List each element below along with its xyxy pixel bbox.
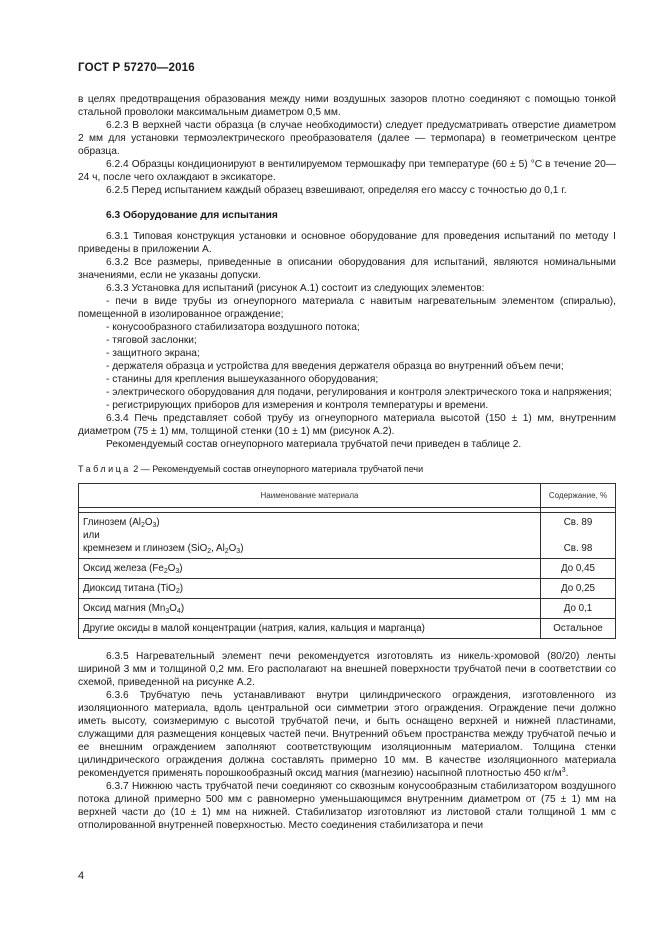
list-item: - тяговой заслонки; bbox=[106, 335, 197, 346]
paragraph: Рекомендуемый состав огнеупорного материала трубчатой печи приведен в таблице 2. bbox=[106, 439, 522, 450]
list-item: - держателя образца и устройства для введения держателя образца во внутренний объем печи; bbox=[106, 361, 564, 372]
material-cell: Оксид магния $(Mn_3O_4)$ bbox=[79, 599, 541, 619]
content-cell: Остальное bbox=[541, 619, 616, 639]
content-cell: Св. 89 Св. 98 bbox=[541, 513, 616, 559]
page-body bbox=[78, 93, 616, 832]
col-header-material: Наименование материала bbox=[79, 484, 541, 508]
content-cell: До 0,45 bbox=[541, 559, 616, 579]
table-header-row bbox=[79, 484, 616, 508]
standard-code: ГОСТ Р 57270—2016 bbox=[78, 62, 195, 74]
col-header-content: Содержание, % bbox=[541, 484, 616, 508]
table-row bbox=[79, 599, 616, 619]
table-row bbox=[79, 579, 616, 599]
paragraph: 6.3.5 Нагревательный элемент печи рекомендуется изготовлять из никель-хромовой (80/20) ленты шириной 3 мм и толщиной 0,2 мм. Его располагают на внешней поверхности трубчатой печи в соответствии со схемой, приведенной на рисунке А.2. bbox=[78, 651, 616, 688]
paragraph: 6.2.4 Образцы кондиционируют в вентилируемом термошкафу при температуре (60 ± 5) °С в течение 20—24 ч, после чего охлаждают в эксикаторе. bbox=[78, 159, 616, 183]
list-item: - станины для крепления вышеуказанного оборудования; bbox=[106, 374, 379, 385]
material-cell: Диоксид титана (TiO$_2$) bbox=[79, 579, 541, 599]
list-item: - регистрирующих приборов для измерения и контроля температуры и времени. bbox=[106, 400, 489, 411]
list-item: - конусообразного стабилизатора воздушного потока; bbox=[106, 322, 360, 333]
paragraph: 6.3.2 Все размеры, приведенные в описании оборудования для испытаний, являются номинальными значениями, если не указаны допуски. bbox=[78, 257, 616, 281]
table-caption-word: Таблица bbox=[78, 464, 131, 474]
paragraph: 6.3.1 Типовая конструкция установки и основное оборудование для проведения испытаний по методу I приведены в приложении А. bbox=[78, 231, 616, 255]
paragraph: 6.3.6 Трубчатую печь устанавливают внутри цилиндрического ограждения, изготовленного из изоляционного материала, вдоль центральной оси симметрии этого ограждения. Ограждение печи должно иметь высоту, соизмеримую с высотой трубчатой печи, и быть оснащено верхней и нижней пластинами, служащими для размещения концевых частей печи. Внутренний объем пространства между трубчатой печью и ее внешним ограждением заполняют соответствующим изоляционным материалом. Толщина стенки цилиндрического ограждения должна составлять примерно 10 мм. В качестве изоляционного материала рекомендуется применять порошкообразный оксид магния (магнезию) насыпной плотностью 450 $кг/м^3$. bbox=[78, 690, 616, 779]
table-row bbox=[79, 513, 616, 559]
composition-table bbox=[78, 483, 616, 639]
content-cell: До 0,1 bbox=[541, 599, 616, 619]
paragraph: 6.3.4 Печь представляет собой трубу из огнеупорного материала высотой (150 ± 1) мм, внутренним диаметром (75 ± 1) мм, толщиной стенки (10 ± 1) мм (рисунок А.2). bbox=[78, 413, 616, 437]
list-item: - печи в виде трубы из огнеупорного материала с навитым нагревательным элементом (спиралью), помещенной в изолированное ограждение; bbox=[78, 296, 616, 320]
table-caption bbox=[78, 463, 616, 476]
content-cell: До 0,25 bbox=[541, 579, 616, 599]
paragraph: 6.2.3 В верхней части образца (в случае необходимости) следует предусматривать отверстие диаметром 2 мм для установки термоэлектрического преобразователя (далее — термопара) в геометрическом центре образца. bbox=[78, 120, 616, 157]
paragraph: 6.3.3 Установка для испытаний (рисунок А.1) состоит из следующих элементов: bbox=[106, 283, 485, 294]
table-row bbox=[79, 619, 616, 639]
paragraph: в целях предотвращения образования между ними воздушных зазоров плотно соединяют с помощью тонкой стальной проволоки максимальным диаметром 0,5 мм. bbox=[78, 94, 616, 118]
table-row bbox=[79, 559, 616, 579]
list-item: - электрического оборудования для подачи, регулирования и контроля электрического тока и напряжения; bbox=[106, 387, 613, 398]
material-cell: Глинозем $(Al_2O_3)$ или кремнезем и глинозем (SiO$_2$, $Al_2O_3$) bbox=[79, 513, 541, 559]
paragraph: 6.2.5 Перед испытанием каждый образец взвешивают, определяя его массу с точностью до 0,1 г. bbox=[106, 185, 567, 196]
material-cell: Оксид железа $(Fe_2O_3)$ bbox=[79, 559, 541, 579]
page-number: 4 bbox=[78, 870, 85, 882]
table-caption-text: 2 — Рекомендуемый состав огнеупорного материала трубчатой печи bbox=[130, 464, 424, 474]
paragraph: 6.3.7 Нижнюю часть трубчатой печи соединяют со сквозным конусообразным стабилизатором воздушного потока длиной примерно 500 мм с равномерно уменьшающимся внутренним диаметром от (75 ± 1) мм на верхней части до (10 ± 1) мм на нижней. Стабилизатор изготовляют из листовой стали толщиной 1 мм с отполированной внутренней поверхностью. Место соединения стабилизатора и печи bbox=[78, 781, 616, 831]
list-item: - защитного экрана; bbox=[106, 348, 200, 359]
material-cell: Другие оксиды в малой концентрации (натрия, калия, кальция и марганца) bbox=[79, 619, 541, 639]
section-title: 6.3 Оборудование для испытания bbox=[106, 210, 278, 221]
